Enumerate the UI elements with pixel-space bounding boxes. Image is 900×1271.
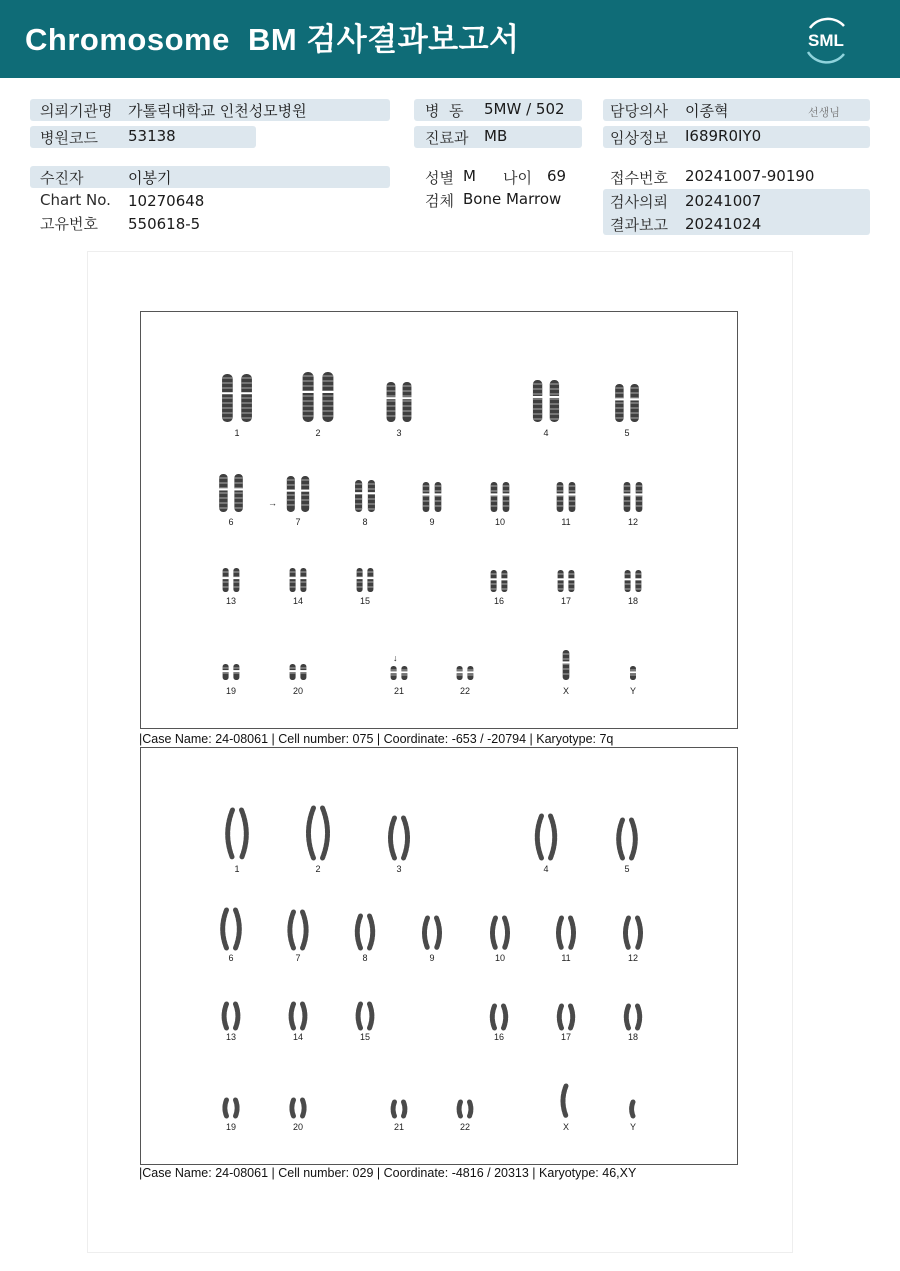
chromosome-pair-5 bbox=[619, 820, 636, 874]
chromosome-pair-21 bbox=[393, 1102, 405, 1132]
patient-row bbox=[30, 166, 390, 188]
chromosome-label-7: 7 bbox=[295, 953, 301, 963]
chromosome-pair-Y bbox=[630, 666, 637, 696]
chromosome-label-2: 2 bbox=[315, 428, 321, 438]
chromosome-label-13: 13 bbox=[225, 1032, 237, 1042]
hospital-code-value: 53138 bbox=[128, 127, 176, 145]
chromosome-pair-15 bbox=[358, 1004, 372, 1042]
chromosome-9 bbox=[437, 918, 440, 948]
chromosome-pair-16 bbox=[490, 570, 508, 606]
unique-no-value: 550618-5 bbox=[128, 215, 201, 233]
chromosome-label-2: 2 bbox=[315, 864, 321, 874]
chromosome-pair-13 bbox=[224, 1004, 238, 1042]
chart-no-label: Chart No. bbox=[40, 191, 111, 209]
chromosome-label-Y: Y bbox=[629, 1122, 637, 1132]
chromosome-label-21: 21 bbox=[393, 1122, 405, 1132]
chromosome-label-9: 9 bbox=[429, 517, 435, 527]
chromosome-label-7: 7 bbox=[295, 517, 301, 527]
chromosome-Y bbox=[632, 1102, 633, 1116]
chromosome-pair-13 bbox=[222, 568, 240, 606]
chromosome-pair-10 bbox=[490, 482, 510, 527]
chromosome-12 bbox=[626, 918, 629, 948]
specimen-value: Bone Marrow bbox=[463, 190, 562, 208]
chromosome-label-20: 20 bbox=[292, 686, 304, 696]
chromosome-label-18: 18 bbox=[627, 596, 639, 606]
receipt-no-value: 20241007-90190 bbox=[685, 167, 815, 185]
chromosome-8 bbox=[368, 480, 375, 512]
chromosome-3 bbox=[391, 818, 395, 858]
chromosome-pair-11 bbox=[559, 918, 574, 963]
chromosome-15 bbox=[358, 1004, 360, 1028]
chromosome-label-18: 18 bbox=[627, 1032, 639, 1042]
karyogram-caption-1: |Case Name: 24-08061 | Cell number: 075 | Coordinate: -653 / -20794 | Karyotype: 7q bbox=[139, 732, 614, 746]
chromosome-pair-10 bbox=[493, 918, 508, 963]
chromosome-pair-X bbox=[562, 650, 570, 696]
chromosome-11 bbox=[559, 918, 562, 948]
chromosome-11 bbox=[571, 918, 574, 948]
chromosome-label-4: 4 bbox=[543, 864, 549, 874]
karyogram-image-1 bbox=[140, 311, 738, 729]
chromosome-8 bbox=[357, 916, 360, 948]
chromosome-label-8: 8 bbox=[362, 953, 368, 963]
chromosome-10 bbox=[493, 918, 496, 948]
chromosome-2 bbox=[322, 372, 333, 422]
chromosome-pair-12 bbox=[623, 482, 643, 527]
chromosome-label-12: 12 bbox=[627, 517, 639, 527]
chromosome-18 bbox=[626, 1006, 628, 1028]
chromosome-2 bbox=[303, 372, 314, 422]
chromosome-pair-21 bbox=[390, 666, 408, 696]
clinical-info-value: I689R0IY0 bbox=[685, 127, 762, 145]
sex-label: 성별 bbox=[425, 169, 454, 187]
chromosome-6 bbox=[223, 910, 227, 948]
arrow-right-icon: → bbox=[268, 498, 277, 508]
chromosome-13 bbox=[236, 1004, 238, 1028]
department-label: 진료과 bbox=[425, 129, 469, 147]
chromosome-pair-3 bbox=[386, 382, 412, 438]
chromosome-10 bbox=[505, 918, 508, 948]
chromosome-label-8: 8 bbox=[362, 517, 368, 527]
chromosome-21 bbox=[393, 1102, 394, 1116]
chromosome-pair-16 bbox=[492, 1006, 505, 1042]
chromosome-pair-7 bbox=[286, 476, 309, 527]
chromosome-label-Y: Y bbox=[629, 686, 637, 696]
chromosome-label-17: 17 bbox=[560, 1032, 572, 1042]
chromosome-pair-8 bbox=[357, 916, 372, 963]
chromosome-7 bbox=[287, 476, 295, 512]
chromosome-label-11: 11 bbox=[561, 517, 571, 527]
report-date-label: 결과보고 bbox=[610, 216, 668, 234]
chromosome-pair-20 bbox=[292, 1100, 304, 1132]
chromosome-pair-X bbox=[563, 1086, 569, 1132]
chromosome-8 bbox=[355, 480, 362, 512]
chromosome-label-13: 13 bbox=[225, 596, 237, 606]
chromosome-pair-20 bbox=[289, 664, 307, 696]
chromosome-pair-8 bbox=[355, 480, 376, 527]
chromosome-7 bbox=[290, 912, 294, 948]
chromosome-label-5: 5 bbox=[624, 428, 630, 438]
arrow-down-icon: ↓ bbox=[393, 653, 398, 663]
chromosome-17 bbox=[571, 1006, 573, 1028]
chromosome-pair-6 bbox=[223, 910, 240, 963]
chromosome-label-4: 4 bbox=[543, 428, 549, 438]
chromosome-7 bbox=[301, 476, 309, 512]
chromosome-21 bbox=[404, 1102, 405, 1116]
sex-value: M bbox=[463, 167, 476, 185]
report-title: Chromosome BM 검사결과보고서 bbox=[25, 22, 520, 57]
chromosome-19 bbox=[236, 1100, 238, 1116]
chromosome-4 bbox=[550, 380, 559, 422]
unique-no-label: 고유번호 bbox=[40, 215, 98, 233]
clinical-info-label: 임상정보 bbox=[610, 129, 668, 147]
chromosome-label-3: 3 bbox=[396, 864, 402, 874]
requesting-org-value: 가톨릭대학교 인천성모병원 bbox=[128, 102, 307, 120]
logo-text: SML bbox=[808, 31, 844, 50]
chromosome-16 bbox=[492, 1006, 494, 1028]
chromosome-20 bbox=[303, 1100, 305, 1116]
karyogram-caption-2: |Case Name: 24-08061 | Cell number: 029 | Coordinate: -4816 / 20313 | Karyotype: 46,XY bbox=[139, 1166, 637, 1180]
chromosome-pair-4 bbox=[537, 816, 554, 874]
ward-label: 병 동 bbox=[425, 102, 464, 120]
chromosome-pair-4 bbox=[532, 380, 559, 438]
chromosome-label-5: 5 bbox=[624, 864, 630, 874]
hospital-code-label: 병원코드 bbox=[40, 129, 98, 147]
report-header bbox=[0, 0, 900, 78]
chromosome-label-19: 19 bbox=[225, 686, 237, 696]
chromosome-20 bbox=[292, 1100, 294, 1116]
chromosome-1 bbox=[228, 810, 233, 858]
chromosome-label-12: 12 bbox=[627, 953, 639, 963]
chromosome-6 bbox=[236, 910, 240, 948]
chromosome-pair-18 bbox=[626, 1006, 639, 1042]
chromosome-pair-18 bbox=[624, 570, 642, 606]
sml-logo-icon bbox=[800, 14, 852, 64]
chromosome-pair-14 bbox=[289, 568, 307, 606]
chromosome-pair-19 bbox=[225, 1100, 237, 1132]
chromosome-label-3: 3 bbox=[396, 428, 402, 438]
physician-value: 이종혁 bbox=[685, 102, 729, 120]
physician-suffix: 선생님 bbox=[808, 106, 840, 119]
chromosome-pair-6 bbox=[219, 474, 244, 527]
physician-label: 담당의사 bbox=[610, 102, 668, 120]
chromosome-label-15: 15 bbox=[359, 596, 371, 606]
chromosome-12 bbox=[638, 918, 641, 948]
chromosome-label-10: 10 bbox=[494, 953, 506, 963]
chromosome-17 bbox=[559, 1006, 561, 1028]
chromosome-22 bbox=[459, 1102, 460, 1116]
request-date-label: 검사의뢰 bbox=[610, 193, 668, 211]
chromosome-label-X: X bbox=[562, 686, 570, 696]
chromosome-pair-5 bbox=[615, 384, 640, 438]
chromosome-pair-1 bbox=[222, 374, 253, 438]
receipt-no-label: 접수번호 bbox=[610, 169, 668, 187]
report-date-value: 20241024 bbox=[685, 215, 762, 233]
chromosome-pair-19 bbox=[222, 664, 240, 696]
chromosome-13 bbox=[224, 1004, 226, 1028]
karyogram-2-svg bbox=[141, 748, 737, 1164]
chromosome-pair-2 bbox=[309, 808, 328, 874]
age-value: 69 bbox=[547, 167, 567, 185]
chromosome-label-6: 6 bbox=[228, 953, 234, 963]
chromosome-3 bbox=[404, 818, 408, 858]
chromosome-label-14: 14 bbox=[292, 596, 304, 606]
chromosome-pair-22 bbox=[456, 666, 474, 696]
chromosome-X bbox=[563, 1086, 566, 1116]
chromosome-label-11: 11 bbox=[561, 953, 571, 963]
chromosome-2 bbox=[323, 808, 328, 858]
chromosome-label-9: 9 bbox=[429, 953, 435, 963]
chromosome-1 bbox=[242, 810, 247, 858]
chromosome-4 bbox=[551, 816, 555, 858]
chromosome-pair-17 bbox=[557, 570, 575, 606]
chromosome-label-22: 22 bbox=[459, 1122, 471, 1132]
chromosome-4 bbox=[537, 816, 541, 858]
requesting-org-label: 의뢰기관명 bbox=[40, 102, 113, 120]
chromosome-label-X: X bbox=[562, 1122, 570, 1132]
ward-value: 5MW / 502 bbox=[484, 100, 565, 118]
chromosome-label-1: 1 bbox=[234, 428, 240, 438]
chromosome-19 bbox=[225, 1100, 227, 1116]
chromosome-4 bbox=[533, 380, 542, 422]
chromosome-label-14: 14 bbox=[292, 1032, 304, 1042]
chromosome-18 bbox=[638, 1006, 640, 1028]
chromosome-22 bbox=[470, 1102, 471, 1116]
chromosome-9 bbox=[425, 918, 428, 948]
chromosome-pair-1 bbox=[228, 810, 247, 874]
chromosome-label-6: 6 bbox=[228, 517, 234, 527]
chromosome-8 bbox=[370, 916, 373, 948]
chromosome-label-16: 16 bbox=[493, 1032, 505, 1042]
karyogram-image-2 bbox=[140, 747, 738, 1165]
chromosome-pair-17 bbox=[559, 1006, 572, 1042]
chromosome-pair-2 bbox=[302, 372, 334, 438]
chromosome-pair-9 bbox=[425, 918, 440, 963]
chromosome-pair-7 bbox=[290, 912, 306, 963]
chromosome-label-1: 1 bbox=[234, 864, 240, 874]
patient-label: 수진자 bbox=[40, 169, 84, 187]
chromosome-pair-22 bbox=[459, 1102, 471, 1132]
chromosome-label-10: 10 bbox=[494, 517, 506, 527]
chromosome-label-15: 15 bbox=[359, 1032, 371, 1042]
chromosome-14 bbox=[291, 1004, 293, 1028]
chromosome-label-22: 22 bbox=[459, 686, 471, 696]
karyogram-1-svg bbox=[141, 312, 737, 728]
chromosome-pair-14 bbox=[291, 1004, 305, 1042]
chromosome-7 bbox=[303, 912, 307, 948]
chromosome-label-19: 19 bbox=[225, 1122, 237, 1132]
chromosome-label-21: 21 bbox=[393, 686, 405, 696]
chromosome-5 bbox=[632, 820, 636, 858]
chromosome-pair-11 bbox=[556, 482, 576, 527]
department-value: MB bbox=[484, 127, 508, 145]
chromosome-pair-12 bbox=[626, 918, 641, 963]
chromosome-label-17: 17 bbox=[560, 596, 572, 606]
specimen-label: 검체 bbox=[425, 192, 454, 210]
request-date-value: 20241007 bbox=[685, 192, 762, 210]
chromosome-pair-3 bbox=[391, 818, 408, 874]
chart-no-value: 10270648 bbox=[128, 192, 205, 210]
chromosome-pair-Y bbox=[630, 1102, 636, 1132]
age-label: 나이 bbox=[503, 169, 532, 187]
chromosome-pair-15 bbox=[356, 568, 374, 606]
chromosome-pair-9 bbox=[422, 482, 442, 527]
chromosome-14 bbox=[303, 1004, 305, 1028]
chromosome-5 bbox=[619, 820, 623, 858]
chromosome-2 bbox=[309, 808, 314, 858]
chromosome-16 bbox=[504, 1006, 506, 1028]
chromosome-15 bbox=[370, 1004, 372, 1028]
chromosome-label-20: 20 bbox=[292, 1122, 304, 1132]
patient-value: 이봉기 bbox=[128, 169, 172, 187]
chromosome-label-16: 16 bbox=[493, 596, 505, 606]
